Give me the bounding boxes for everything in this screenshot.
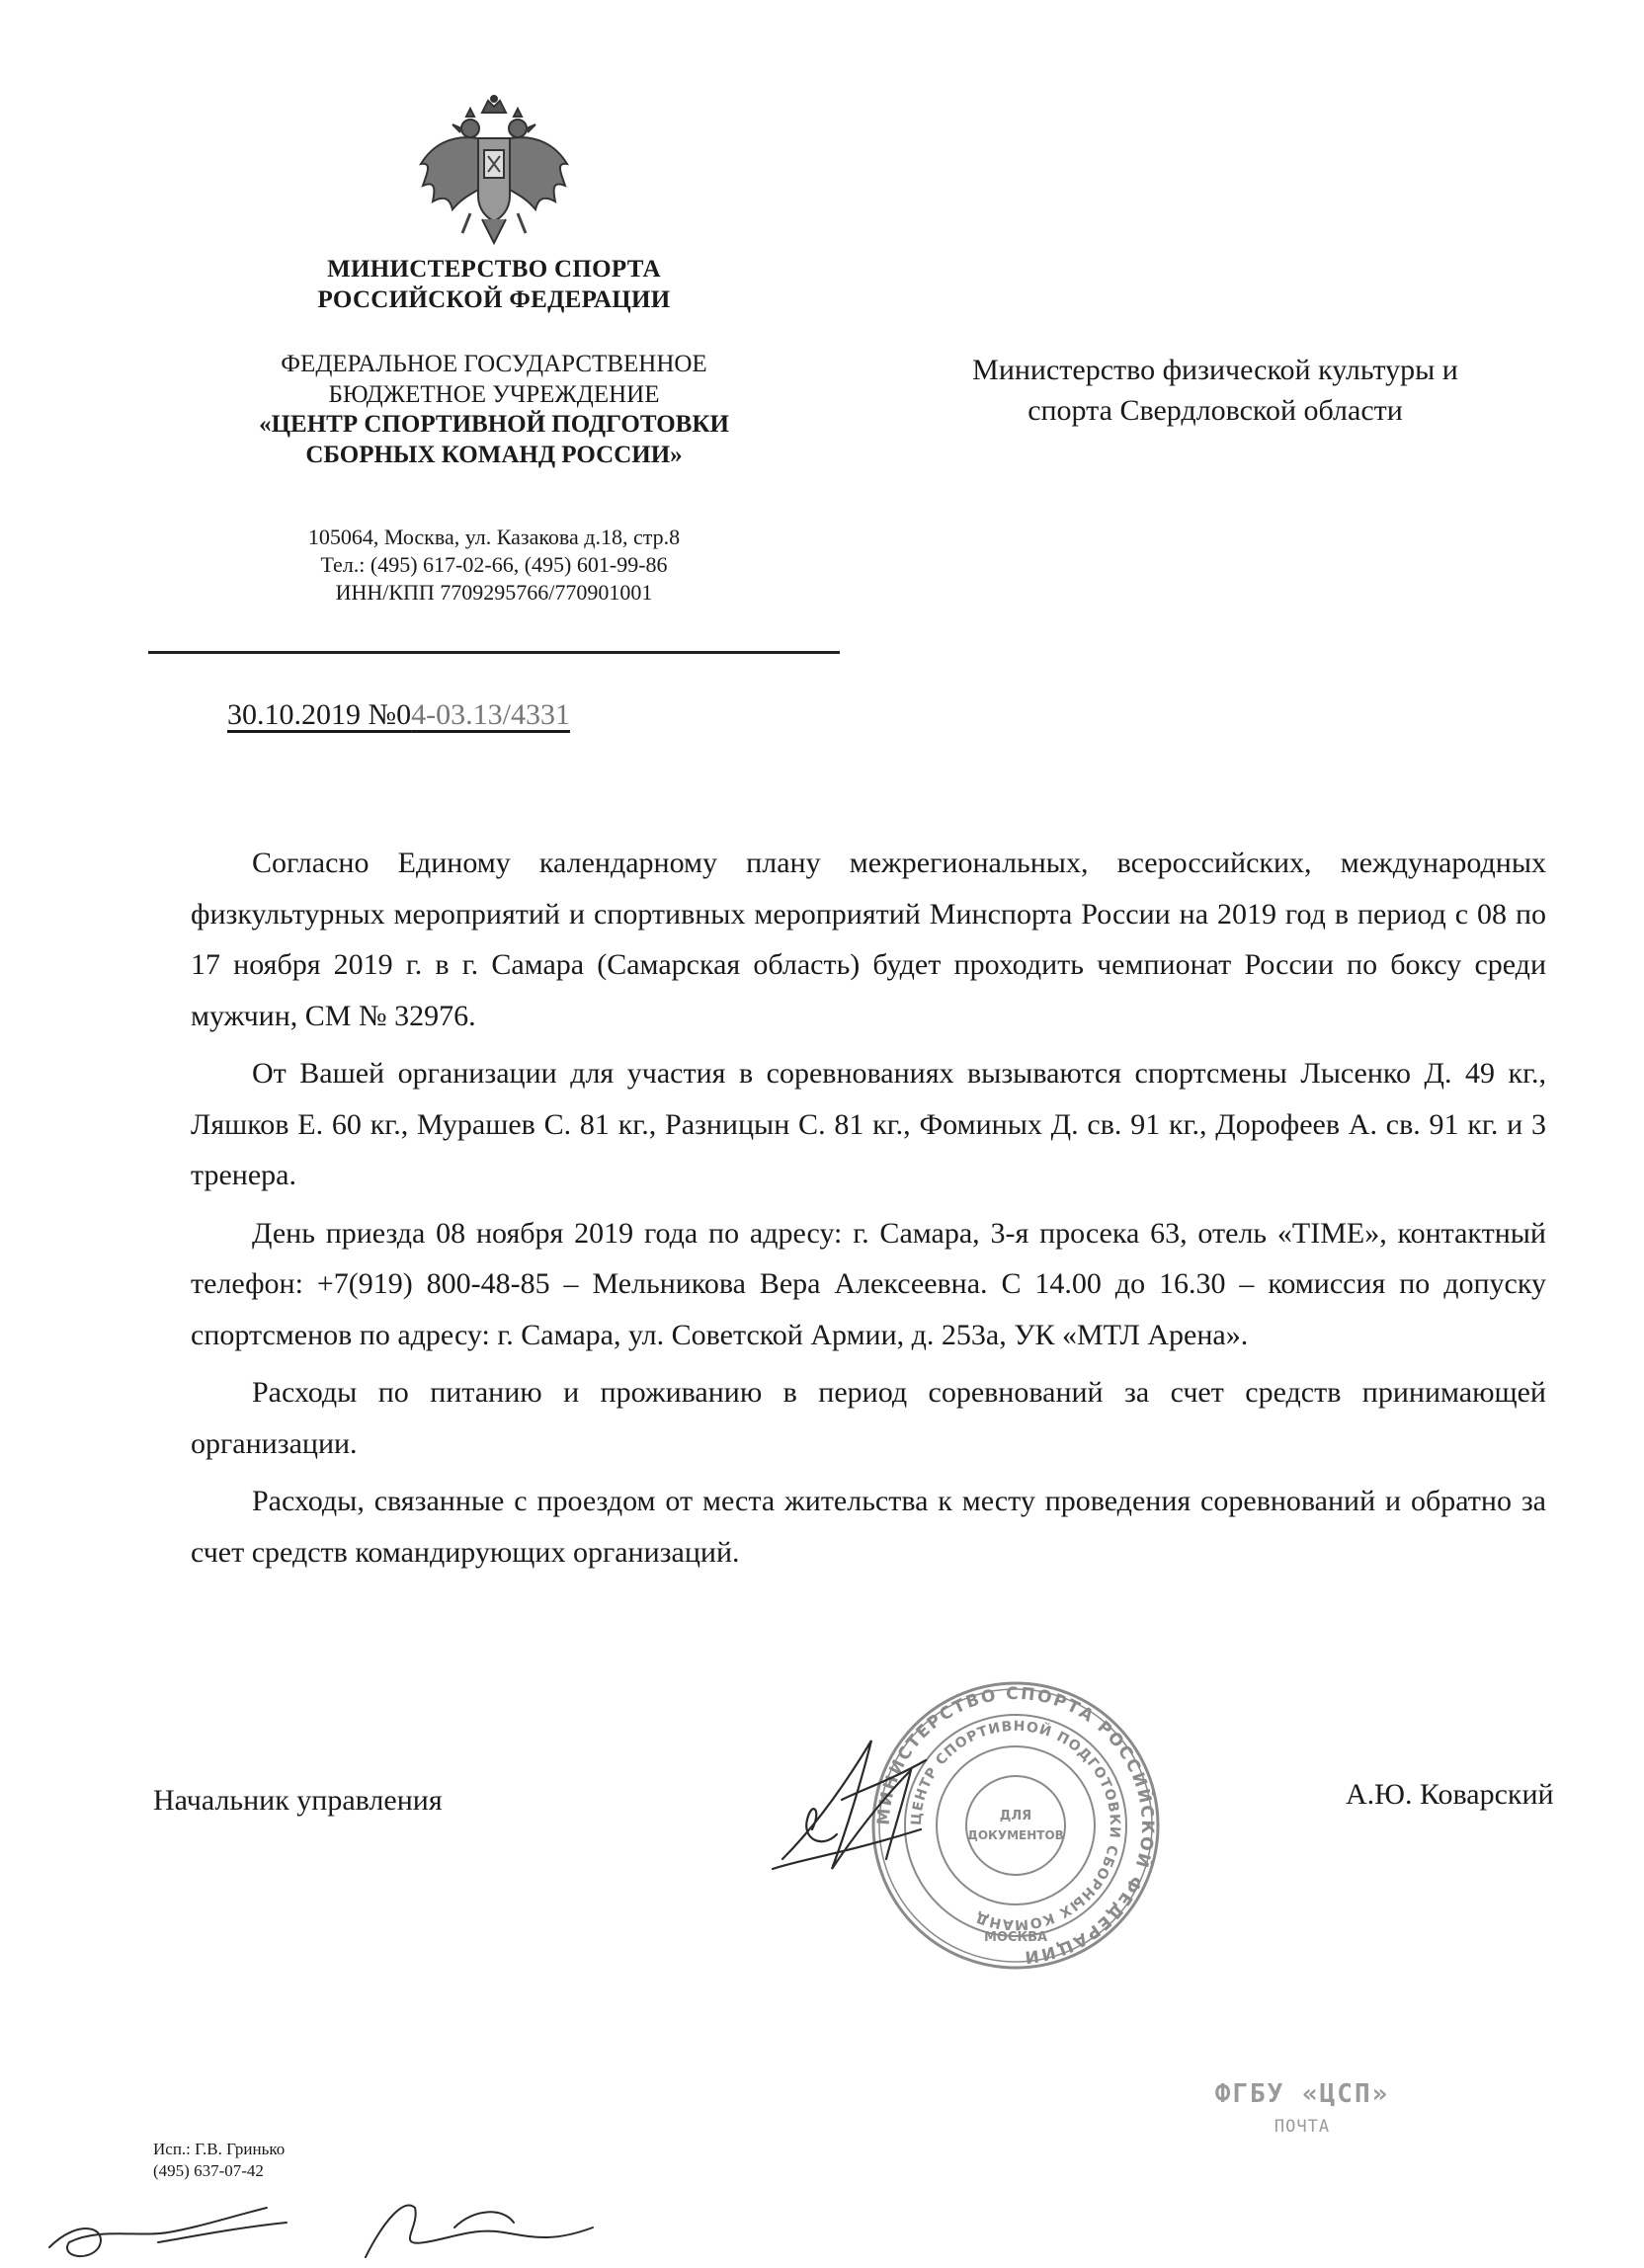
- stamp-outer-text: МИНИСТЕРСТВО СПОРТА РОССИЙСКОЙ ФЕДЕРАЦИИ: [873, 1683, 1158, 1967]
- reference-number: 4-03.13/4331: [411, 698, 570, 731]
- letter-body: [191, 838, 1546, 1578]
- stamp-city: МОСКВА: [983, 1930, 1048, 1945]
- mail-stamp-org: ФГБУ «ЦСП»: [1214, 2079, 1390, 2109]
- org-inn: ИНН/КПП 7709295766/770901001: [335, 580, 653, 606]
- org-name-line-2: СБОРНЫХ КОМАНД РОССИИ»: [305, 441, 683, 468]
- letterhead-divider: [148, 651, 840, 654]
- signatory-name: А.Ю. Коварский: [1346, 1778, 1554, 1811]
- handwritten-initials: [40, 2188, 731, 2267]
- org-type-line-1: ФЕДЕРАЛЬНОЕ ГОСУДАРСТВЕННОЕ: [281, 351, 707, 377]
- handwritten-signature: [753, 1711, 950, 1899]
- stamp-center-line-1: ДЛЯ: [999, 1809, 1032, 1823]
- ministry-title: [148, 255, 840, 315]
- body-paragraph-3: День приезда 08 ноября 2019 года по адресу: г. Самара, 3-я просека 63, отель «TIME», контактный телефон: +7(919) 800-48-85 – Мельникова Вера Алексеевна. С 14.00 до 16.30 – комиссия по допуску спортсменов по адресу: г. Самара, ул. Советской Армии, д. 253а, УК «МТЛ Арена».: [191, 1216, 1546, 1351]
- ministry-line-1: МИНИСТЕРСТВО СПОРТА: [327, 256, 661, 283]
- mail-office-stamp: [1203, 2079, 1401, 2137]
- org-phone: Тел.: (495) 617-02-66, (495) 601-99-86: [320, 552, 668, 578]
- body-paragraph-2: От Вашей организации для участия в соревнованиях вызываются спортсмены Лысенко Д. 49 кг., Ляшков Е. 60 кг., Мурашев С. 81 кг., Разницын С. 81 кг., Фоминых Д. св. 91 кг., Дорофеев А. св. 91 кг. и 3 тренера.: [191, 1057, 1546, 1191]
- signatory-position: Начальник управления: [153, 1784, 443, 1817]
- organization-contacts: [148, 524, 840, 607]
- executor-phone: (495) 637-07-42: [153, 2161, 264, 2181]
- ministry-line-2: РОССИЙСКОЙ ФЕДЕРАЦИИ: [317, 285, 671, 313]
- org-name-line-1: «ЦЕНТР СПОРТИВНОЙ ПОДГОТОВКИ: [259, 411, 729, 438]
- body-paragraph-5: Расходы, связанные с проездом от места жительства к месту проведения соревнований и обратно за счет средств командирующих организаций.: [191, 1485, 1546, 1569]
- executor-name: Исп.: Г.В. Гринько: [153, 2140, 286, 2158]
- addressee-line-1: Министерство физической культуры и: [972, 354, 1458, 386]
- stamp-middle-text: ЦЕНТР СПОРТИВНОЙ ПОДГОТОВКИ СБОРНЫХ КОМАНД: [908, 1718, 1123, 1933]
- double-headed-eagle-emblem-icon: [413, 95, 575, 249]
- addressee-block: [869, 351, 1561, 431]
- body-paragraph-1: Согласно Единому календарному плану межрегиональных, всероссийских, международных физкультурных мероприятий и спортивных мероприятий Минспорта России на 2019 год в период с 08 по 17 ноября 2019 г. в г. Самара (Самарская область) будет проходить чемпионат России по боксу среди мужчин, СМ № 32976.: [191, 847, 1546, 1032]
- stamp-center-line-2: ДОКУМЕНТОВ: [967, 1828, 1064, 1842]
- org-type-line-2: БЮДЖЕТНОЕ УЧРЕЖДЕНИЕ: [328, 380, 660, 408]
- reference-date: 30.10.2019 №0: [227, 698, 412, 731]
- document-reference: [227, 698, 570, 732]
- body-paragraph-4: Расходы по питанию и проживанию в период соревнований за счет средств принимающей организации.: [191, 1376, 1546, 1460]
- addressee-line-2: спорта Свердловской области: [1028, 393, 1403, 427]
- org-address: 105064, Москва, ул. Казакова д.18, стр.8: [307, 525, 681, 549]
- mail-stamp-label: ПОЧТА: [1274, 2117, 1331, 2137]
- organization-block: [148, 350, 840, 470]
- executor-block: [153, 2139, 285, 2182]
